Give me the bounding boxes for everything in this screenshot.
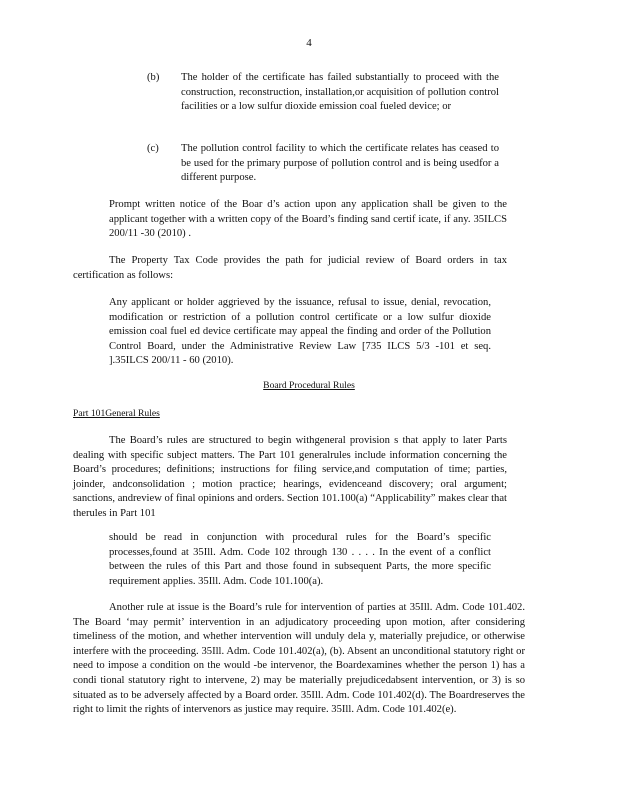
paragraph-rules-structured: The Board’s rules are structured to begin withgeneral provision s that apply to later Parts dealing with specific subject matters. The Part 101 generalrules include information concerning the Board’s procedures; definitions; instructions for filing service,and computation of time; parties, joinder, andconsolidation ; motion practice; hearings, evidenceand discovery; oral argument; sanctions, andreview of final opinions and orders. Section 101.100(a) “Applicability” makes clear that therules in Part 101 [73,435,507,519]
heading-board-procedural-rules: Board Procedural Rules [263,380,355,391]
paragraph-prompt-notice: Prompt written notice of the Boar d’s action upon any application shall be given to the applicant together with a written copy of the Board’s finding sand certif icate, if any. 35ILCS 200/11 -30 (2010) . [109,199,507,240]
item-text-b: The holder of the certificate has failed substantially to proceed with the construction, reconstruction, installation,or acquisition of pollution control facilities or a low sulfur dioxide emission coal fueled device; or [181,72,499,113]
item-text-c: The pollution control facility to which the certificate relates has ceased to be used for the primary purpose of pollution control and is being usedfor a different purpose. [181,143,499,184]
heading-part-101-general-rules: Part 101General Rules [73,408,160,419]
page-number: 4 [306,37,312,49]
item-label-b: (b) [147,72,160,83]
paragraph-intervention: Another rule at issue is the Board’s rule for intervention of parties at 35Ill. Adm. Code 101.402. The Board ‘may permit’ intervention in an adjudicatory proceeding upon motion, after considering timeliness of the motion, and whether intervention will unduly dela y, materially prejudice, or otherwise interfere with the proceeding. 35Ill. Adm. Code 101.402(a), (b). Absent an unconditional statutory right or need to impose a condition on the would -be intervenor, the Boardexamines whether the person 1) has a condi tional statutory right to intervene, 2) may be materially prejudicedabsent intervention, or 3) is so situated as to be adversely affected by a Board order. 35Ill. Adm. Code 101.402(d). The Boardreserves the right to limit the rights of intervenors as justice may require. 35Ill. Adm. Code 101.402(e). [73,602,525,716]
item-label-c: (c) [147,143,159,154]
quote-applicant: Any applicant or holder aggrieved by the issuance, refusal to issue, denial, revocation, modification or restriction of a pollution control certificate or a low sulfur dioxide emission coal fuel ed device certificate may appeal the finding and order of the Pollution Control Board, under the Administrative Review Law [735 ILCS 5/3 -101 et seq. ].35ILCS 200/11 - 60 (2010). [109,297,491,367]
quote-should-be-read: should be read in conjunction with procedural rules for the Board’s specific processes,found at 35Ill. Adm. Code 102 through 130 . . . . In the event of a conflict between the rules of this Part and those found in subsequent Parts, the more specific requirement applies. 35Ill. Adm. Code 101.100(a). [109,532,491,587]
paragraph-property-tax: The Property Tax Code provides the path for judicial review of Board orders in tax certification as follows: [73,255,507,281]
